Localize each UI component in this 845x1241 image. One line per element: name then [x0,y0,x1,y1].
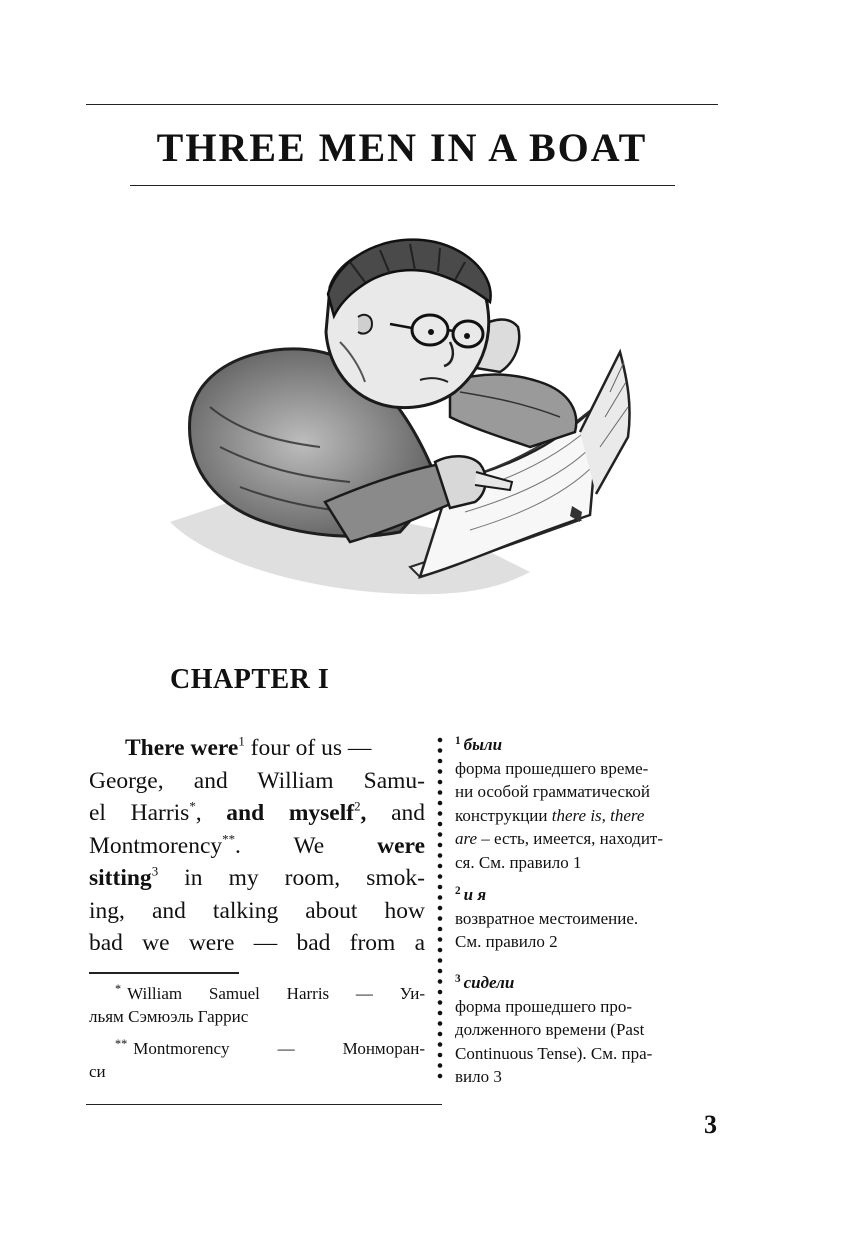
gloss-entry [455,733,720,874]
text-fragment: , [195,800,227,826]
footnote-ref: * [189,798,196,814]
text-fragment: . We [235,832,378,859]
gloss-fragment: are [455,829,478,848]
gloss-fragment: конструкции [455,805,552,825]
divider-dot [438,906,443,911]
glossed-phrase: were [377,832,425,859]
gloss-ref: 2 [354,798,361,814]
gloss-entry [455,883,720,954]
gloss-number: 3 [455,972,461,985]
divider-dot [438,979,443,984]
divider-dot [438,990,443,995]
divider-dot [438,1000,443,1005]
divider-dot [438,958,443,963]
sketch-man-reading-book-icon [150,232,695,612]
gloss-line: Continuous Tense). См. пра- [455,1043,653,1063]
head [326,240,491,408]
footnote-separator [89,972,239,974]
gloss-fragment: there is [551,805,602,825]
text-fragment: four of us — [244,735,372,761]
gloss-term: сидели [463,973,515,992]
footnote-ref: ** [222,830,236,846]
footnote-text: William Samuel Harris — Уи- [127,984,425,1003]
glossed-phrase: There were [125,735,239,761]
chapter-heading: CHAPTER I [170,664,330,695]
divider-dot [438,874,443,879]
divider-dot [438,1042,443,1047]
gloss-fragment: there [610,805,645,825]
divider-dot [438,1063,443,1068]
divider-dot [438,790,443,795]
divider-dot [438,738,443,743]
gloss-number: 2 [455,884,461,897]
gloss-line: форма прошедшего про- [455,996,633,1016]
footnote [89,1037,425,1083]
book-title: THREE MEN IN A BOAT [156,125,648,170]
divider-dot [438,759,443,764]
divider-dot [438,801,443,806]
divider-dot [438,780,443,785]
gloss-fragment: – есть, имеется, находит- [477,829,664,848]
footnote-mark: ** [115,1036,128,1051]
glossed-phrase: and myself [226,800,355,826]
text-fragment: in my room, smok- [158,865,425,891]
gloss-line: долженного времени (Past [455,1020,645,1039]
page-number: 3 [704,1110,717,1139]
divider-dot [438,1032,443,1037]
divider-dot [438,748,443,753]
footnote-text: Montmorency — Монморан- [133,1039,425,1058]
divider-dot [438,948,443,953]
divider-dot [438,1021,443,1026]
gloss-ref: 1 [238,733,245,749]
divider-dot [438,1011,443,1016]
divider-dot [438,1053,443,1058]
text-fragment: Montmorency [89,832,223,859]
footnote-line: си [89,1062,106,1081]
text-fragment: and [366,800,425,826]
gloss-line: вило 3 [455,1067,502,1086]
footnote-line: льям Сэмюэль Гаррис [89,1007,249,1026]
gloss-entry [455,971,720,1089]
divider-dot [438,937,443,942]
divider-dot [438,822,443,827]
divider-dot [438,832,443,837]
dotted-column-divider [436,736,444,1080]
text-line [89,797,425,830]
divider-dot [438,895,443,900]
text-line: George, and William Samu- [89,767,425,794]
gloss-heading [455,971,720,995]
gloss-heading [455,883,720,907]
gloss-ref: 3 [151,863,159,879]
divider-dot [438,969,443,974]
divider-dot [438,927,443,932]
main-text [89,732,425,960]
gloss-line: возвратное местоимение. [455,908,639,928]
text-line [89,862,425,895]
divider-dot [438,885,443,890]
text-line [89,732,425,765]
text-line: bad we were — bad from a [89,930,425,956]
gloss-line: ся. См. правило 1 [455,852,582,872]
footnote-mark: * [115,981,122,996]
footnote-line [89,982,425,1005]
divider-dot [438,769,443,774]
gloss-term: и я [463,885,487,904]
gloss-line [455,804,720,828]
text-fragment: el Harris [89,800,190,826]
title-underline [130,185,675,186]
footnote-line [89,1037,425,1060]
divider-dot [438,916,443,921]
footnote [89,982,425,1028]
gloss-line: ни особой грамматической [455,782,651,801]
gloss-line [455,827,720,851]
gloss-line: форма прошедшего време- [455,758,649,778]
gloss-term: были [463,735,503,754]
gloss-line: См. правило 2 [455,932,558,951]
divider-dot [438,864,443,869]
divider-dot [438,811,443,816]
gloss-heading [455,733,720,757]
divider-dot [438,843,443,848]
bottom-rule [86,1104,442,1105]
gloss-number: 1 [455,734,461,747]
text-fragment: , [360,800,367,826]
divider-dot [438,1074,443,1079]
glossed-phrase: sitting [89,865,152,891]
text-line: ing, and talking about how [89,897,425,924]
gloss-fragment: , [601,805,611,825]
divider-dot [438,853,443,858]
text-line [89,830,425,863]
top-rule [86,104,718,105]
